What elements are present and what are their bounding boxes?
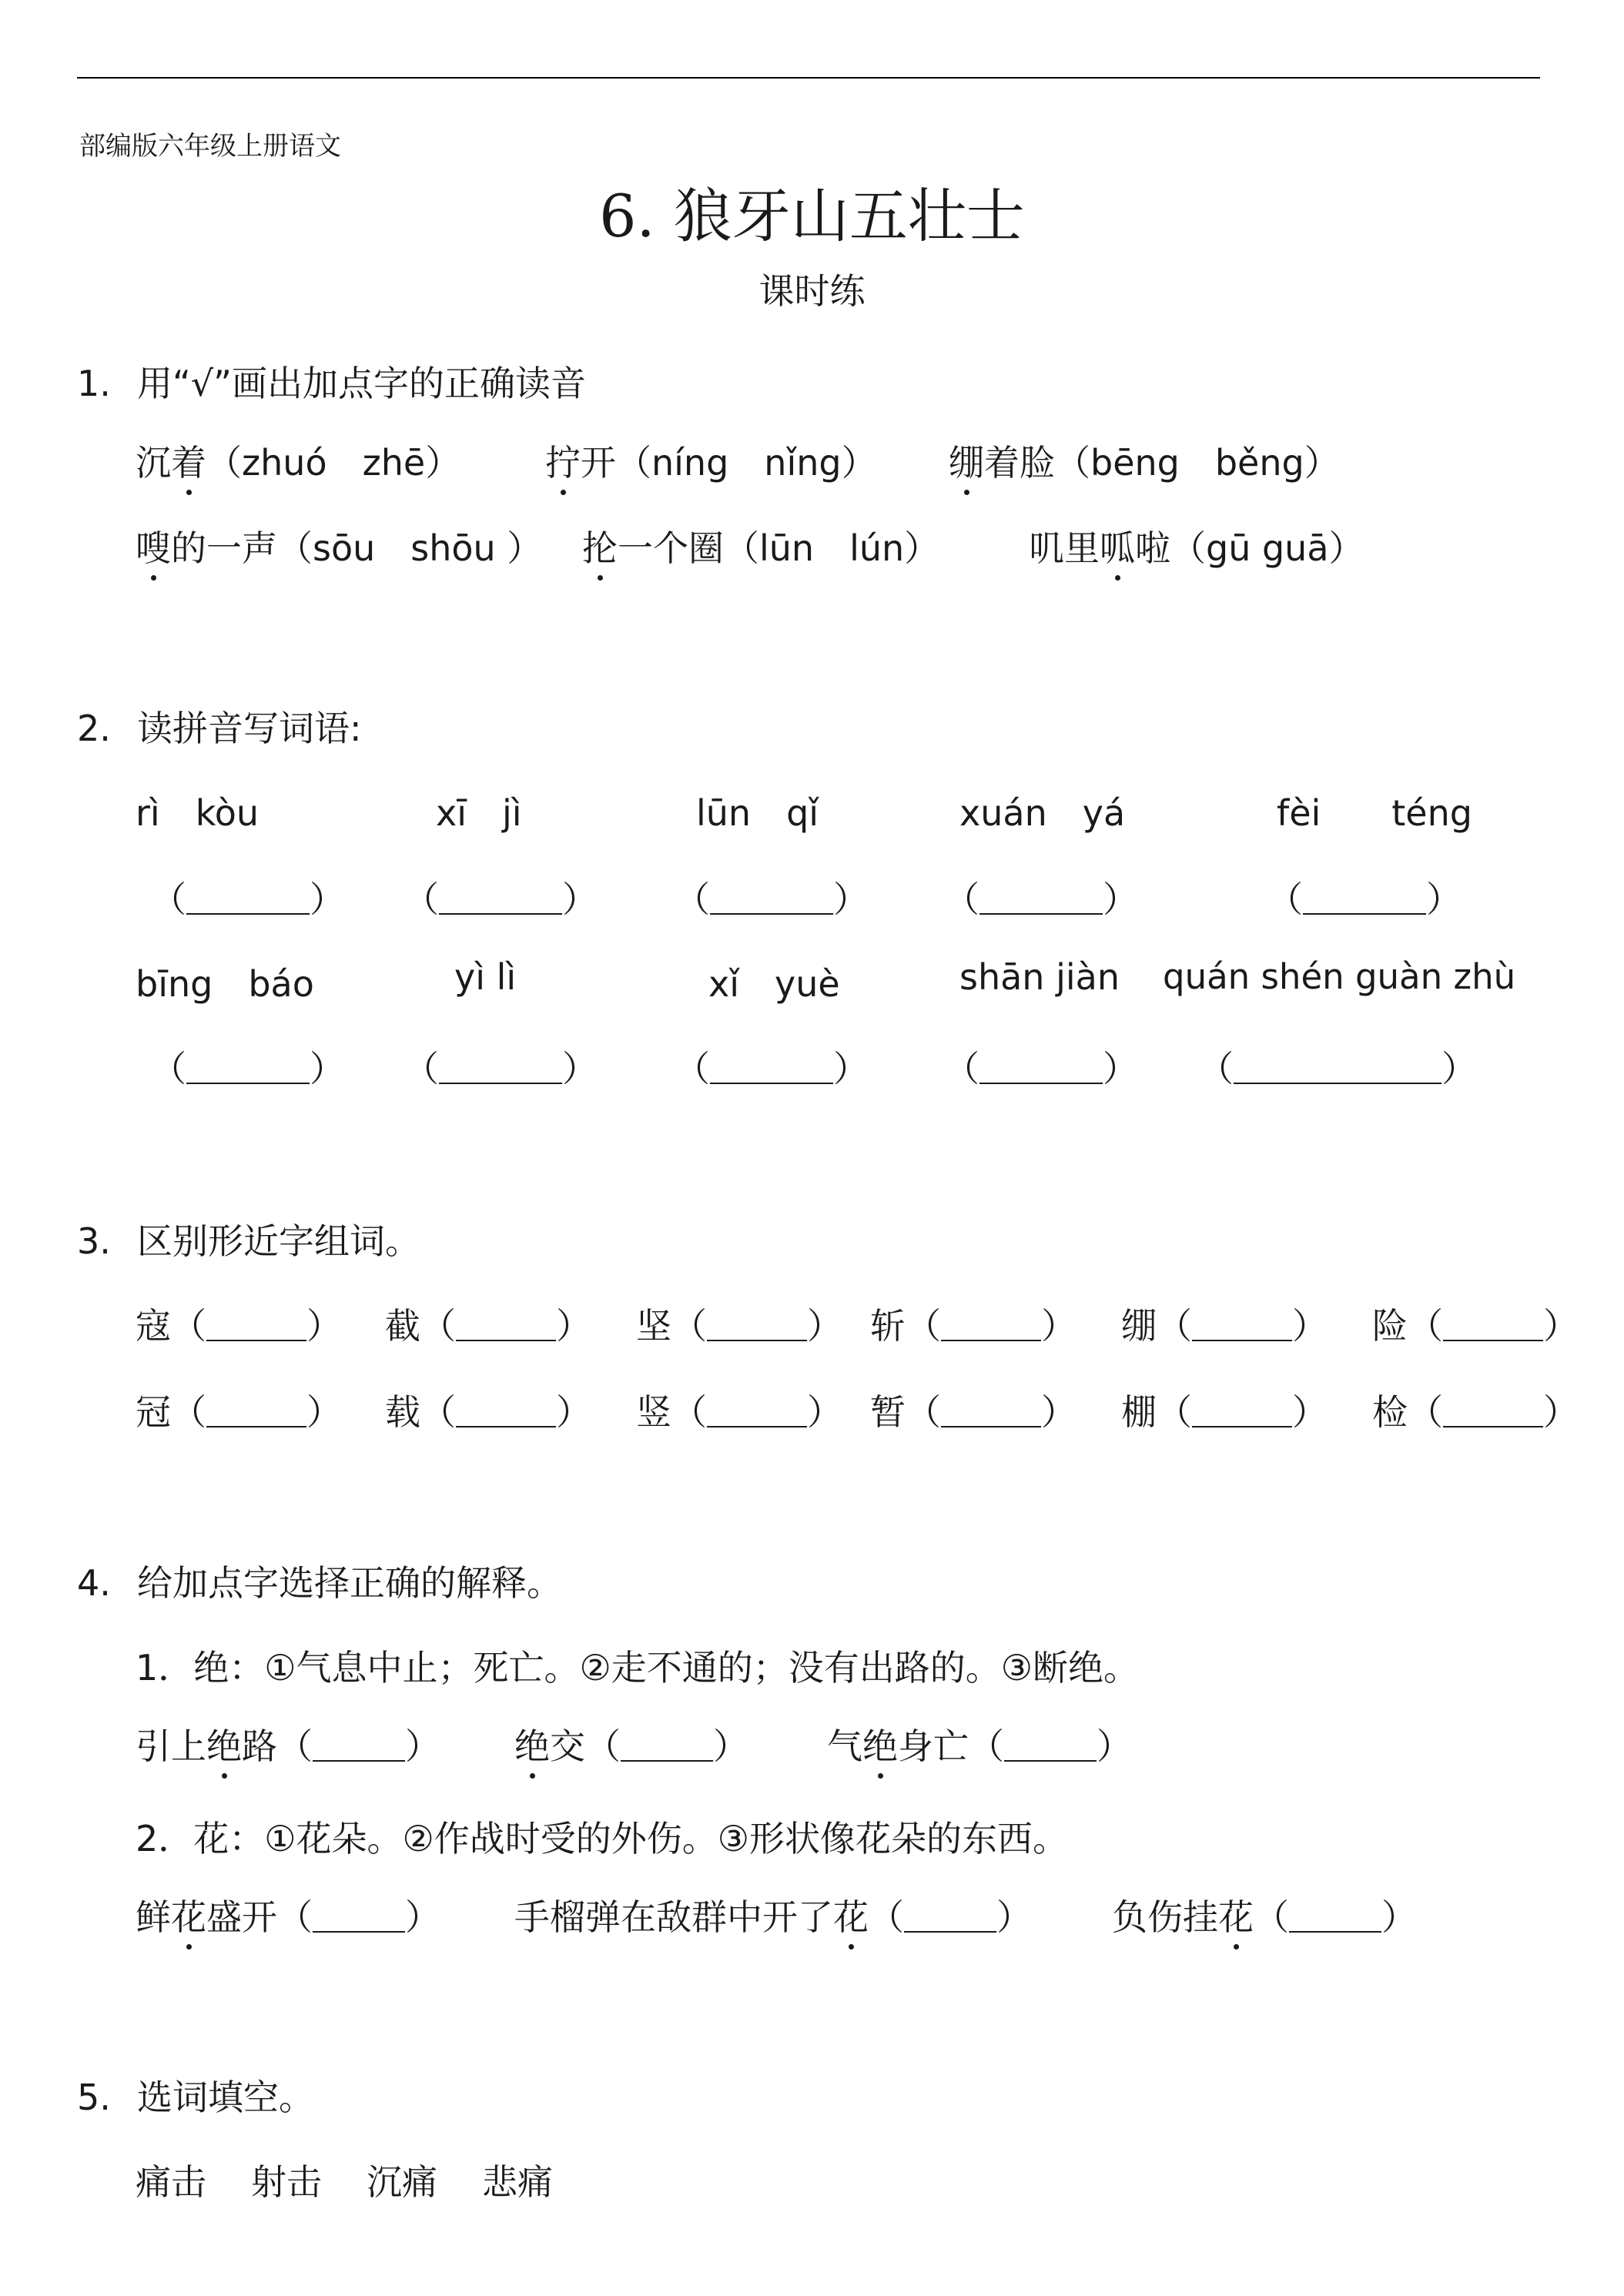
q5-word: 痛击 xyxy=(136,2161,206,2203)
question-2-title: 2. 读拼音写词语: xyxy=(77,708,362,749)
q2-pinyin-3: lūn qǐ xyxy=(696,792,819,834)
page-subtitle: 课时练 xyxy=(758,270,866,312)
q2-answer-10[interactable]: （ ） xyxy=(1198,1048,1477,1089)
book-header: 部编版六年级上册语文 xyxy=(79,131,341,162)
question-5-title: 5. 选词填空。 xyxy=(77,2077,314,2118)
q1-item-3: 绷着脸（bēng běng） xyxy=(949,435,1340,486)
q3-item-3[interactable]: 坚（ ） xyxy=(636,1305,842,1347)
q3-item-12[interactable]: 检（ ） xyxy=(1372,1391,1579,1433)
q2-pinyin-2: xī jì xyxy=(436,792,522,834)
q2-answer-3[interactable]: （ ） xyxy=(675,879,869,920)
q5-word: 射击 xyxy=(251,2161,322,2203)
q4-item-2[interactable]: 绝交（ ） xyxy=(514,1719,748,1769)
q3-item-9[interactable]: 竖（ ） xyxy=(636,1391,842,1433)
q2-pinyin-9: shān jiàn xyxy=(959,956,1120,998)
q4-definition-2: 2．花：①花朵。②作战时受的外伤。③形状像花朵的东西。 xyxy=(136,1818,1068,1859)
q3-item-7[interactable]: 冠（ ） xyxy=(136,1391,342,1433)
q2-answer-4[interactable]: （ ） xyxy=(944,879,1138,920)
q1-item-1: 沉着（zhuó zhē） xyxy=(136,435,460,486)
q4-item-1[interactable]: 引上绝路（ ） xyxy=(136,1719,440,1769)
q3-item-4[interactable]: 斩（ ） xyxy=(870,1305,1077,1347)
q3-item-5[interactable]: 绷（ ） xyxy=(1121,1305,1328,1347)
q3-item-8[interactable]: 载（ ） xyxy=(385,1391,591,1433)
q3-item-2[interactable]: 截（ ） xyxy=(385,1305,591,1347)
q4-item-5[interactable]: 手榴弹在敌群中开了花（ ） xyxy=(514,1889,1032,1940)
q2-answer-7[interactable]: （ ） xyxy=(403,1048,598,1089)
question-4-title: 4. 给加点字选择正确的解释。 xyxy=(77,1562,562,1604)
q5-word: 悲痛 xyxy=(482,2161,553,2203)
q3-item-11[interactable]: 棚（ ） xyxy=(1121,1391,1328,1433)
q3-item-6[interactable]: 险（ ） xyxy=(1372,1305,1579,1347)
q2-answer-6[interactable]: （ ） xyxy=(151,1048,345,1089)
q4-item-3[interactable]: 气绝身亡（ ） xyxy=(827,1719,1132,1769)
q1-item-6: 叽里呱啦（gū guā） xyxy=(1029,520,1364,571)
question-3-title: 3. 区别形近字组词。 xyxy=(77,1220,420,1262)
question-1-title: 1. 用“√”画出加点字的正确读音 xyxy=(77,363,586,404)
q2-pinyin-7: yì lì xyxy=(454,956,517,998)
q2-answer-1[interactable]: （ ） xyxy=(151,879,345,920)
q2-answer-5[interactable]: （ ） xyxy=(1267,879,1462,920)
q2-answer-8[interactable]: （ ） xyxy=(675,1048,869,1089)
q2-pinyin-6: bīng báo xyxy=(136,963,314,1005)
q5-word-options xyxy=(136,2154,598,2205)
q2-pinyin-10: quán shén guàn zhù xyxy=(1163,956,1516,997)
q2-pinyin-8: xǐ yuè xyxy=(708,963,840,1005)
q2-pinyin-1: rì kòu xyxy=(136,792,259,834)
q4-item-4[interactable]: 鲜花盛开（ ） xyxy=(136,1889,440,1940)
q1-item-5: 抡一个圈（lūn lún） xyxy=(582,520,939,571)
q2-pinyin-4: xuán yá xyxy=(959,792,1126,834)
q4-definition-1: 1．绝：①气息中止；死亡。②走不通的；没有出路的。③断绝。 xyxy=(136,1647,1139,1689)
q5-word: 沉痛 xyxy=(367,2161,437,2203)
q2-pinyin-5: fèi téng xyxy=(1277,792,1472,834)
q1-item-4: 嗖的一声（sōu shōu ） xyxy=(136,520,542,571)
q4-item-6[interactable]: 负伤挂花（ ） xyxy=(1112,1889,1417,1940)
header-rule xyxy=(77,77,1540,79)
q1-item-2: 拧开（níng nǐng） xyxy=(545,435,877,486)
q3-item-10[interactable]: 暂（ ） xyxy=(870,1391,1077,1433)
page-title: 6. 狼牙山五壮士 xyxy=(599,182,1025,250)
q3-item-1[interactable]: 寇（ ） xyxy=(136,1305,342,1347)
q2-answer-2[interactable]: （ ） xyxy=(403,879,598,920)
q2-answer-9[interactable]: （ ） xyxy=(944,1048,1138,1089)
